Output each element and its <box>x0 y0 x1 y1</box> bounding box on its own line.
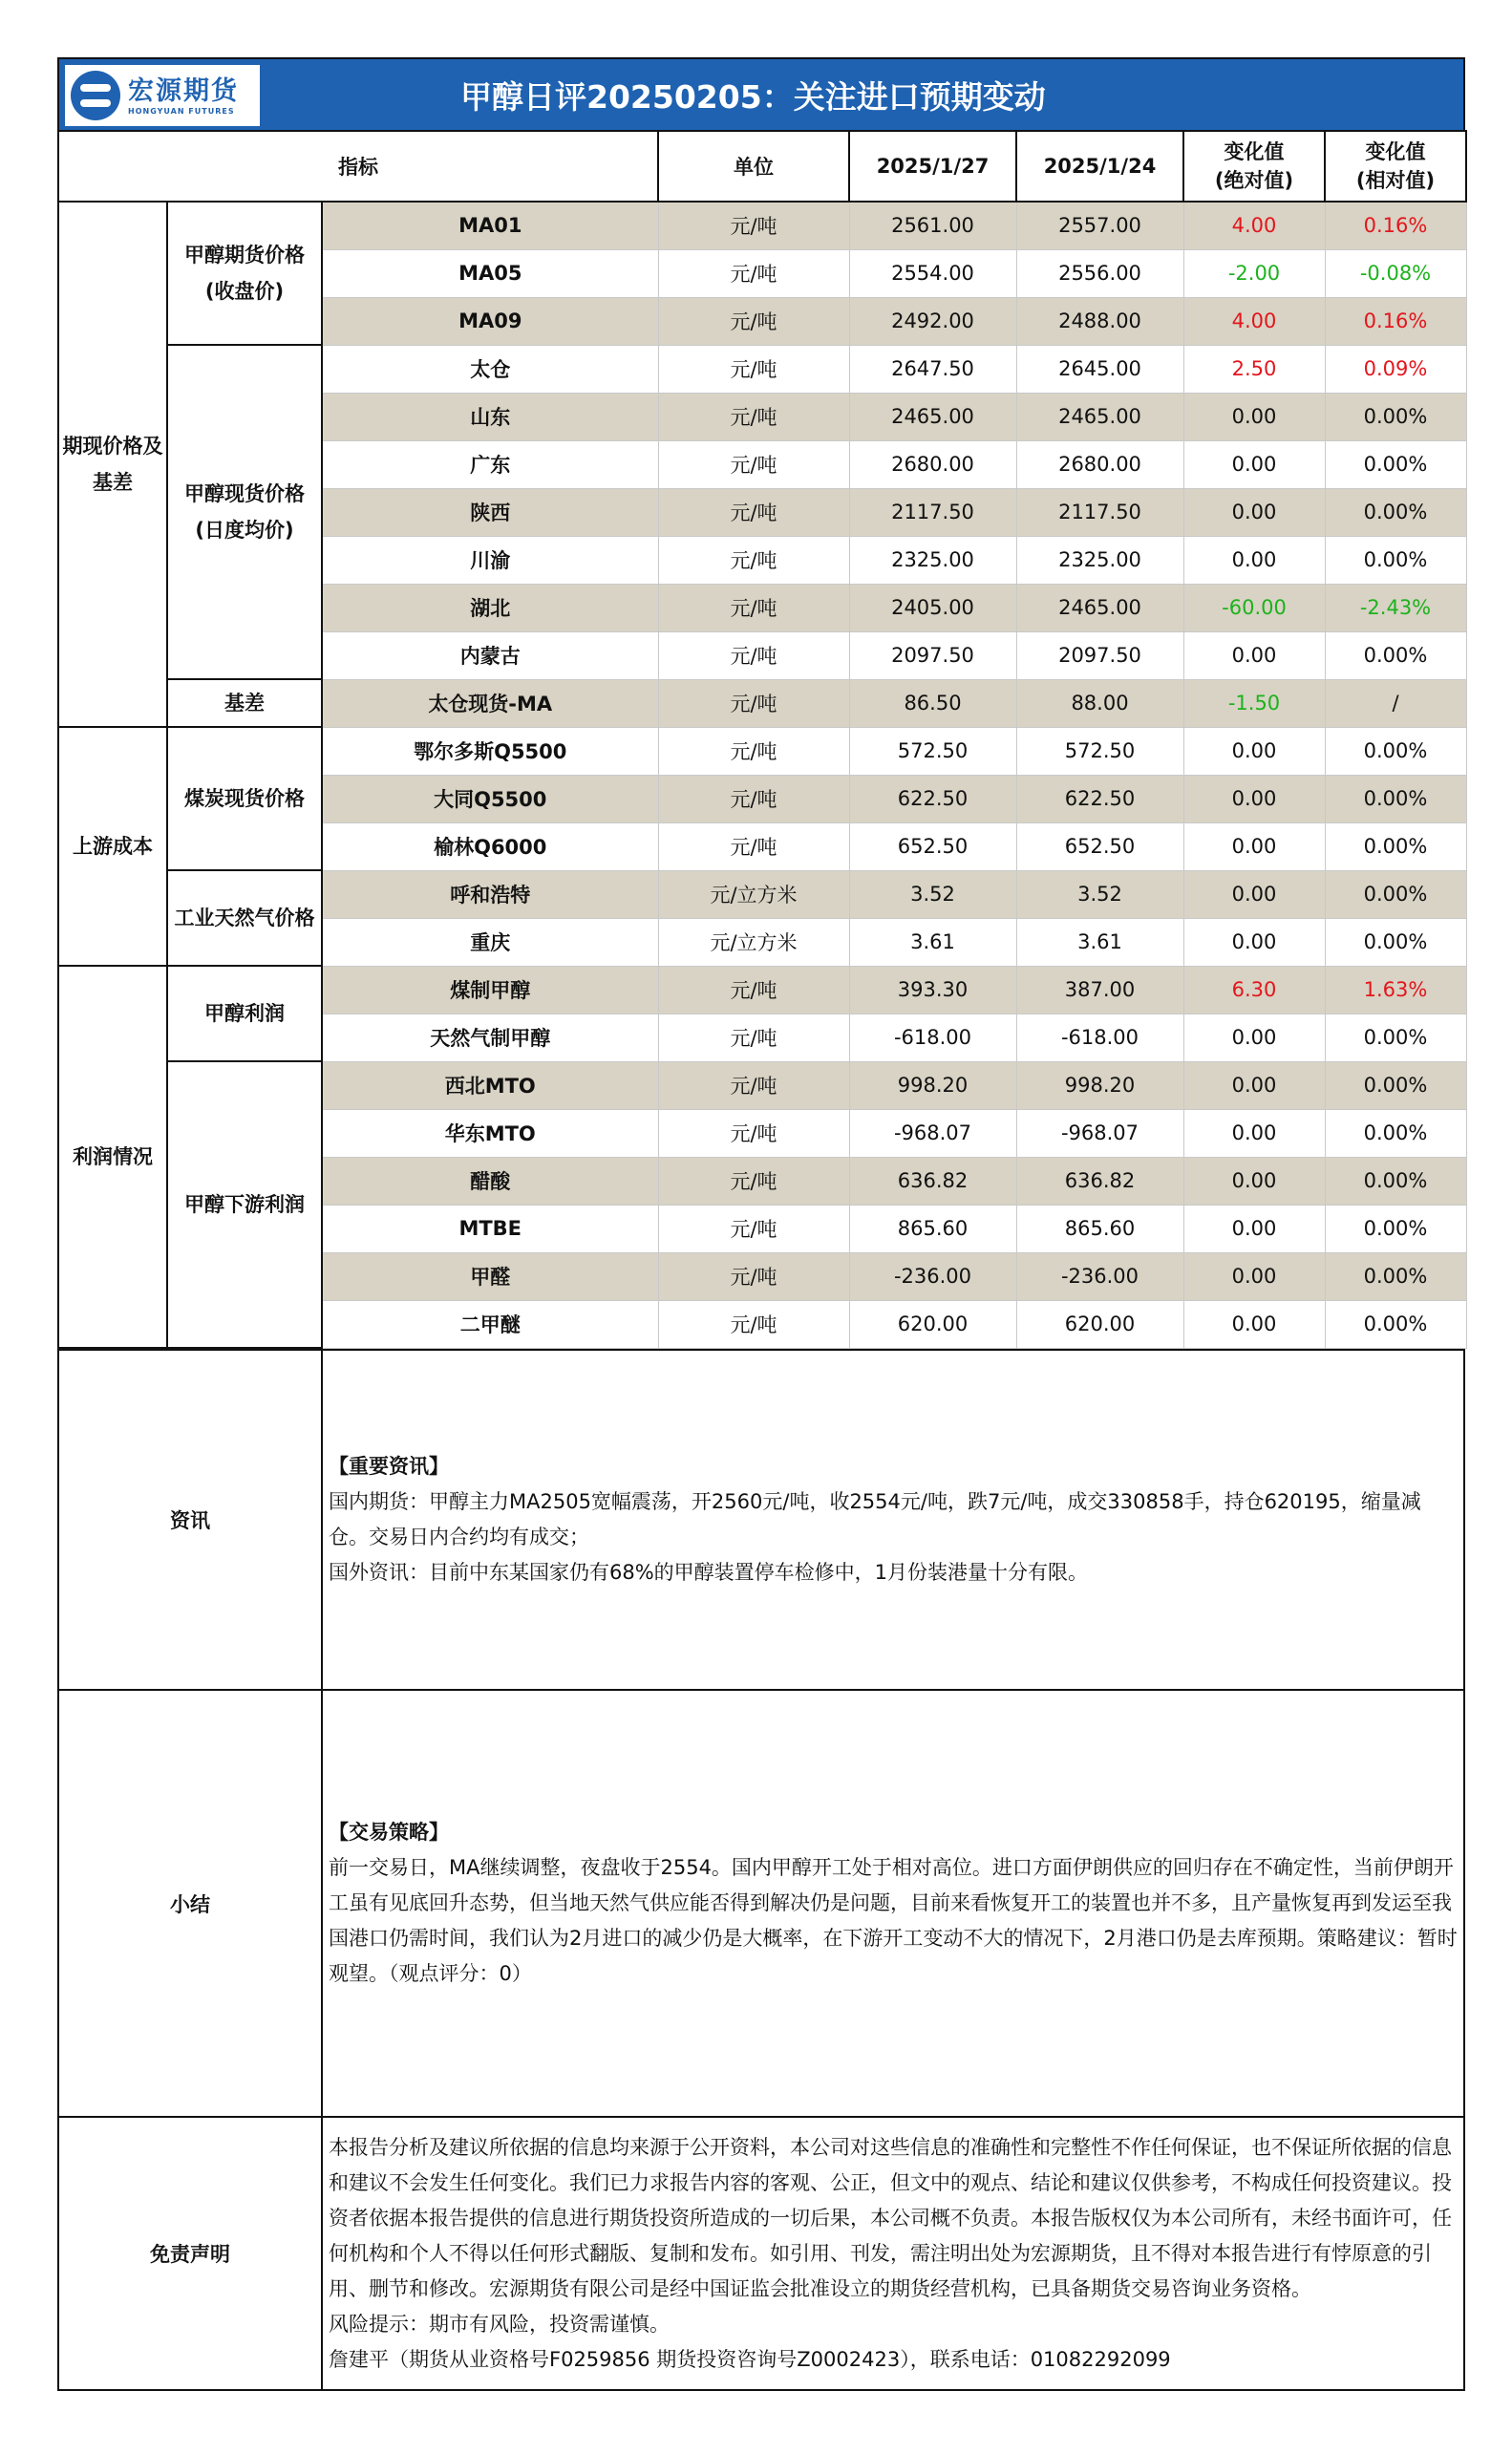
change-relative: 1.63% <box>1325 966 1466 1014</box>
change-relative: 0.00% <box>1325 536 1466 584</box>
unit-cell: 元/吨 <box>658 393 849 440</box>
value-date2: 2557.00 <box>1016 202 1183 249</box>
change-relative: 0.09% <box>1325 345 1466 393</box>
unit-cell: 元/吨 <box>658 440 849 488</box>
indicator-name: 陕西 <box>322 488 658 536</box>
change-relative: 0.16% <box>1325 297 1466 345</box>
change-absolute: 0.00 <box>1183 822 1325 870</box>
indicator-name: 甲醛 <box>322 1252 658 1300</box>
unit-cell: 元/吨 <box>658 727 849 775</box>
value-date2: 652.50 <box>1016 822 1183 870</box>
value-date2: 3.52 <box>1016 870 1183 918</box>
table-row <box>58 966 1466 1014</box>
indicator-name: 广东 <box>322 440 658 488</box>
value-date1: -236.00 <box>849 1252 1016 1300</box>
group-profit: 利润情况 <box>58 966 167 1348</box>
unit-cell: 元/吨 <box>658 202 849 249</box>
subgroup-futures-price: 甲醇期货价格(收盘价) <box>167 202 322 345</box>
value-date1: 865.60 <box>849 1205 1016 1252</box>
change-relative: 0.00% <box>1325 775 1466 822</box>
change-absolute: -60.00 <box>1183 584 1325 631</box>
value-date2: 2465.00 <box>1016 393 1183 440</box>
value-date2: 2325.00 <box>1016 536 1183 584</box>
change-relative: -0.08% <box>1325 249 1466 297</box>
unit-cell: 元/吨 <box>658 297 849 345</box>
change-relative: 0.00% <box>1325 631 1466 679</box>
change-absolute: 0.00 <box>1183 1252 1325 1300</box>
value-date1: -618.00 <box>849 1014 1016 1061</box>
summary-content <box>322 1690 1464 2117</box>
value-date2: 2680.00 <box>1016 440 1183 488</box>
indicator-name: 榆林Q6000 <box>322 822 658 870</box>
change-absolute: 0.00 <box>1183 631 1325 679</box>
report-title: 甲醇日评20250205：关注进口预期变动 <box>460 78 1046 116</box>
logo-english-name: HONGYUAN FUTURES <box>128 106 235 116</box>
subgroup-basis: 基差 <box>167 679 322 727</box>
change-absolute: 0.00 <box>1183 918 1325 966</box>
change-relative: 0.00% <box>1325 727 1466 775</box>
indicator-name: MA05 <box>322 249 658 297</box>
indicator-name: 湖北 <box>322 584 658 631</box>
unit-cell: 元/吨 <box>658 679 849 727</box>
change-relative: 0.00% <box>1325 440 1466 488</box>
summary-text: 前一交易日，MA继续调整，夜盘收于2554。国内甲醇开工处于相对高位。进口方面伊朗供应的回归存在不确定性，当前伊朗开工虽有见底回升态势，但当地天然气供应能否得到解决仍是问题，目前来看恢复开工的装置也并不多，且产量恢复再到发运至我国港口仍需时间，我们认为2月进口的减少仍是大概率，在下游开工变动不大的情况下，2月港口仍是去库预期。策略建议：暂时观望。（观点评分：0） <box>329 1856 1458 1985</box>
indicator-name: 天然气制甲醇 <box>322 1014 658 1061</box>
change-absolute: 0.00 <box>1183 488 1325 536</box>
unit-cell: 元/吨 <box>658 1014 849 1061</box>
report-header <box>57 57 1465 130</box>
value-date2: 387.00 <box>1016 966 1183 1014</box>
value-date1: 2097.50 <box>849 631 1016 679</box>
change-absolute: -1.50 <box>1183 679 1325 727</box>
table-header-row <box>58 131 1466 202</box>
value-date1: 620.00 <box>849 1300 1016 1348</box>
table-row <box>58 202 1466 249</box>
value-date2: 2097.50 <box>1016 631 1183 679</box>
change-relative: 0.00% <box>1325 1205 1466 1252</box>
change-absolute: 0.00 <box>1183 775 1325 822</box>
change-absolute: 6.30 <box>1183 966 1325 1014</box>
change-relative: / <box>1325 679 1466 727</box>
indicator-name: 太仓现货-MA <box>322 679 658 727</box>
unit-cell: 元/吨 <box>658 631 849 679</box>
table-row <box>58 1061 1466 1109</box>
value-date2: 998.20 <box>1016 1061 1183 1109</box>
value-date1: 998.20 <box>849 1061 1016 1109</box>
table-row <box>58 679 1466 727</box>
value-date1: 2465.00 <box>849 393 1016 440</box>
change-absolute: 0.00 <box>1183 1061 1325 1109</box>
value-date1: 2561.00 <box>849 202 1016 249</box>
change-absolute: -2.00 <box>1183 249 1325 297</box>
value-date1: -968.07 <box>849 1109 1016 1157</box>
change-relative: 0.00% <box>1325 1157 1466 1205</box>
indicator-name: 太仓 <box>322 345 658 393</box>
col-abs-change: 变化值 (绝对值) <box>1183 131 1325 202</box>
value-date1: 2325.00 <box>849 536 1016 584</box>
indicator-name: 华东MTO <box>322 1109 658 1157</box>
indicator-name: 西北MTO <box>322 1061 658 1109</box>
change-relative: 0.00% <box>1325 822 1466 870</box>
indicator-name: 山东 <box>322 393 658 440</box>
unit-cell: 元/吨 <box>658 966 849 1014</box>
subgroup-spot-price: 甲醇现货价格(日度均价) <box>167 345 322 679</box>
value-date1: 2554.00 <box>849 249 1016 297</box>
disclaimer-text: 本报告分析及建议所依据的信息均来源于公开资料，本公司对这些信息的准确性和完整性不作任何保证，也不保证所依据的信息和建议不会发生任何变化。我们已力求报告内容的客观、公正，但文中的观点、结论和建议仅供参考，不构成任何投资建议。投资者依据本报告提供的信息进行期货投资所造成的一切后果，本公司概不负责。本报告版权仅为本公司所有，未经书面许可，任何机构和个人不得以任何形式翻版、复制和发布。如引用、刊发，需注明出处为宏源期货，且不得对本报告进行有悖原意的引用、删节和修改。宏源期货有限公司是经中国证监会批准设立的期货经营机构，已具备期货交易咨询业务资格。 <box>329 2135 1452 2300</box>
value-date2: -236.00 <box>1016 1252 1183 1300</box>
change-absolute: 0.00 <box>1183 1014 1325 1061</box>
value-date1: 572.50 <box>849 727 1016 775</box>
change-relative: 0.00% <box>1325 918 1466 966</box>
change-absolute: 0.00 <box>1183 727 1325 775</box>
risk-notice: 风险提示：期市有风险，投资需谨慎。 <box>329 2312 670 2336</box>
disclaimer-label: 免责声明 <box>58 2117 322 2390</box>
change-relative: 0.16% <box>1325 202 1466 249</box>
change-absolute: 4.00 <box>1183 202 1325 249</box>
value-date1: 622.50 <box>849 775 1016 822</box>
unit-cell: 元/立方米 <box>658 918 849 966</box>
author-contact: 詹建平（期货从业资格号F0259856 期货投资咨询号Z0002423），联系电话：01082292099 <box>329 2347 1171 2371</box>
report <box>57 57 1465 2391</box>
commentary-table <box>57 1349 1465 2391</box>
change-absolute: 0.00 <box>1183 870 1325 918</box>
change-relative: 0.00% <box>1325 1014 1466 1061</box>
news-row <box>58 1350 1464 1690</box>
change-relative: 0.00% <box>1325 1300 1466 1348</box>
value-date2: 636.82 <box>1016 1157 1183 1205</box>
change-absolute: 0.00 <box>1183 1300 1325 1348</box>
change-absolute: 0.00 <box>1183 1109 1325 1157</box>
value-date2: 620.00 <box>1016 1300 1183 1348</box>
unit-cell: 元/立方米 <box>658 870 849 918</box>
col-date1: 2025/1/27 <box>849 131 1016 202</box>
unit-cell: 元/吨 <box>658 1300 849 1348</box>
indicator-name: 醋酸 <box>322 1157 658 1205</box>
indicator-name: 呼和浩特 <box>322 870 658 918</box>
change-absolute: 0.00 <box>1183 1157 1325 1205</box>
unit-cell: 元/吨 <box>658 775 849 822</box>
summary-label: 小结 <box>58 1690 322 2117</box>
value-date2: 2117.50 <box>1016 488 1183 536</box>
value-date2: 88.00 <box>1016 679 1183 727</box>
change-absolute: 4.00 <box>1183 297 1325 345</box>
value-date2: -618.00 <box>1016 1014 1183 1061</box>
col-rel-change: 变化值 (相对值) <box>1325 131 1466 202</box>
change-absolute: 0.00 <box>1183 393 1325 440</box>
unit-cell: 元/吨 <box>658 249 849 297</box>
value-date1: 2405.00 <box>849 584 1016 631</box>
unit-cell: 元/吨 <box>658 1252 849 1300</box>
change-absolute: 0.00 <box>1183 536 1325 584</box>
unit-cell: 元/吨 <box>658 1109 849 1157</box>
value-date2: 2465.00 <box>1016 584 1183 631</box>
change-relative: 0.00% <box>1325 1109 1466 1157</box>
indicator-name: 二甲醚 <box>322 1300 658 1348</box>
value-date2: 2556.00 <box>1016 249 1183 297</box>
indicator-name: 内蒙古 <box>322 631 658 679</box>
value-date2: 2645.00 <box>1016 345 1183 393</box>
change-absolute: 2.50 <box>1183 345 1325 393</box>
value-date1: 3.52 <box>849 870 1016 918</box>
change-relative: 0.00% <box>1325 1061 1466 1109</box>
company-logo <box>65 65 260 126</box>
unit-cell: 元/吨 <box>658 1205 849 1252</box>
logo-name: 宏源期货 <box>128 75 239 106</box>
change-relative: -2.43% <box>1325 584 1466 631</box>
value-date1: 636.82 <box>849 1157 1016 1205</box>
unit-cell: 元/吨 <box>658 536 849 584</box>
value-date1: 393.30 <box>849 966 1016 1014</box>
value-date1: 2647.50 <box>849 345 1016 393</box>
unit-cell: 元/吨 <box>658 345 849 393</box>
indicator-name: 煤制甲醇 <box>322 966 658 1014</box>
logo-icon <box>71 71 120 120</box>
table-row <box>58 870 1466 918</box>
disclaimer-content <box>322 2117 1464 2390</box>
value-date2: 865.60 <box>1016 1205 1183 1252</box>
indicator-table <box>57 130 1467 1349</box>
indicator-name: 鄂尔多斯Q5500 <box>322 727 658 775</box>
news-heading: 【重要资讯】 <box>329 1455 449 1478</box>
value-date2: 2488.00 <box>1016 297 1183 345</box>
summary-row <box>58 1690 1464 2117</box>
disclaimer-row <box>58 2117 1464 2390</box>
change-relative: 0.00% <box>1325 870 1466 918</box>
news-foreign: 国外资讯：目前中东某国家仍有68%的甲醇装置停车检修中，1月份装港量十分有限。 <box>329 1561 1089 1584</box>
col-indicator: 指标 <box>58 131 658 202</box>
value-date1: 2117.50 <box>849 488 1016 536</box>
value-date1: 86.50 <box>849 679 1016 727</box>
indicator-name: 大同Q5500 <box>322 775 658 822</box>
unit-cell: 元/吨 <box>658 1157 849 1205</box>
col-unit: 单位 <box>658 131 849 202</box>
subgroup-downstream-profit: 甲醇下游利润 <box>167 1061 322 1348</box>
value-date2: 622.50 <box>1016 775 1183 822</box>
indicator-name: MA01 <box>322 202 658 249</box>
news-domestic: 国内期货：甲醇主力MA2505宽幅震荡，开2560元/吨，收2554元/吨，跌7元/吨，成交330858手，持仓620195，缩量减仓。交易日内合约均有成交； <box>329 1490 1421 1548</box>
change-relative: 0.00% <box>1325 393 1466 440</box>
unit-cell: 元/吨 <box>658 822 849 870</box>
indicator-name: 重庆 <box>322 918 658 966</box>
table-row <box>58 345 1466 393</box>
col-date2: 2025/1/24 <box>1016 131 1183 202</box>
group-upstream-cost: 上游成本 <box>58 727 167 966</box>
news-content <box>322 1350 1464 1690</box>
unit-cell: 元/吨 <box>658 1061 849 1109</box>
indicator-name: MTBE <box>322 1205 658 1252</box>
value-date1: 3.61 <box>849 918 1016 966</box>
subgroup-gas-price: 工业天然气价格 <box>167 870 322 966</box>
unit-cell: 元/吨 <box>658 488 849 536</box>
value-date2: 3.61 <box>1016 918 1183 966</box>
change-relative: 0.00% <box>1325 488 1466 536</box>
value-date1: 2680.00 <box>849 440 1016 488</box>
group-price-basis: 期现价格及基差 <box>58 202 167 727</box>
subgroup-coal-price: 煤炭现货价格 <box>167 727 322 870</box>
value-date1: 2492.00 <box>849 297 1016 345</box>
table-row <box>58 727 1466 775</box>
indicator-name: MA09 <box>322 297 658 345</box>
change-absolute: 0.00 <box>1183 440 1325 488</box>
change-absolute: 0.00 <box>1183 1205 1325 1252</box>
value-date2: -968.07 <box>1016 1109 1183 1157</box>
value-date1: 652.50 <box>849 822 1016 870</box>
news-label: 资讯 <box>58 1350 322 1690</box>
change-relative: 0.00% <box>1325 1252 1466 1300</box>
indicator-name: 川渝 <box>322 536 658 584</box>
summary-heading: 【交易策略】 <box>329 1821 449 1844</box>
value-date2: 572.50 <box>1016 727 1183 775</box>
subgroup-methanol-profit: 甲醇利润 <box>167 966 322 1061</box>
unit-cell: 元/吨 <box>658 584 849 631</box>
